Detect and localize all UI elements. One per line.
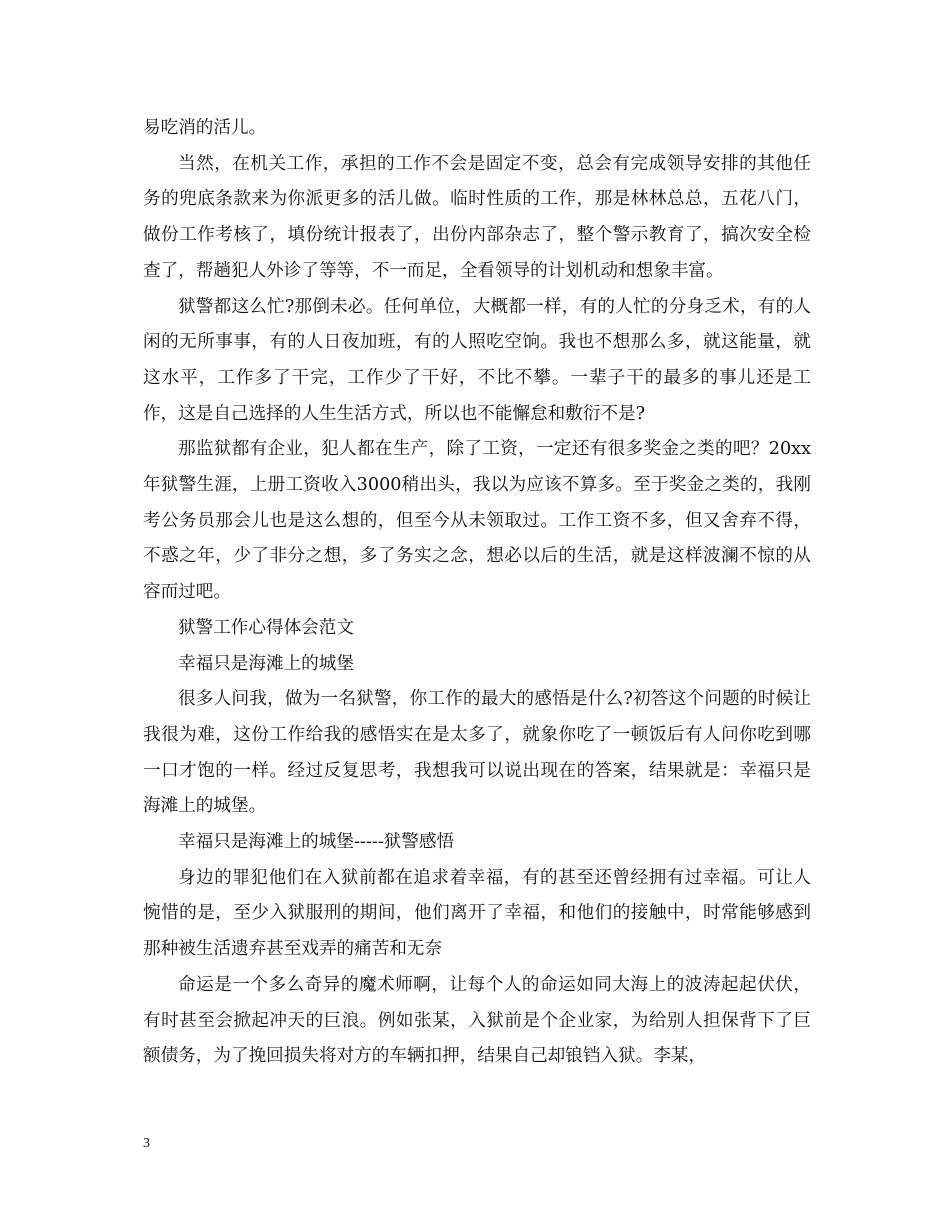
paragraph: 狱警都这么忙?那倒未必。任何单位，大概都一样，有的人忙的分身乏术，有的人闲的无所事事，有的人日夜加班，有的人照吃空饷。我也不想那么多，就这能量，就这水平，工作多了干完，工作少了干好，不比不攀。一辈子干的最多的事儿还是工作，这是自己选择的人生生活方式，所以也不能懈怠和敷衍不是?: [143, 296, 811, 424]
paragraph: 很多人问我，做为一名狱警，你工作的最大的感悟是什么?初答这个问题的时候让我很为难，这份工作给我的感悟实在是太多了，就象你吃了一顿饭后有人问你吃到哪一口才饱的一样。经过反复思考，我想我可以说出现在的答案，结果就是：幸福只是海滩上的城堡。: [143, 689, 811, 817]
document-body: [143, 111, 811, 1075]
paragraph: 易吃消的活儿。: [143, 118, 267, 138]
subtitle: 幸福只是海滩上的城堡-----狱警感悟: [178, 832, 455, 853]
paragraph: 命运是一个多么奇异的魔术师啊，让每个人的命运如同大海上的波涛起起伏伏，有时甚至会掀起冲天的巨浪。例如张某，入狱前是个企业家，为给别人担保背下了巨额债务，为了挽回损失将对方的车辆扣押，结果自己却锒铛入狱。李某，: [143, 974, 811, 1067]
paragraph: 那监狱都有企业，犯人都在生产，除了工资，一定还有很多奖金之类的吧？20xx年狱警生涯，上册工资收入3000稍出头，我以为应该不算多。至于奖金之类的，我刚考公务员那会儿也是这么想的，但至今从未领取过。工作工资不多，但又舍弃不得，不惑之年，少了非分之想，多了务实之念，想必以后的生活，就是这样波澜不惊的从容而过吧。: [143, 439, 811, 603]
section-heading: 狱警工作心得体会范文: [178, 617, 354, 638]
paragraph: 当然，在机关工作，承担的工作不会是固定不变，总会有完成领导安排的其他任务的兜底条款来为你派更多的活儿做。临时性质的工作，那是林林总总，五花八门，做份工作考核了，填份统计报表了，出份内部杂志了，整个警示教育了，搞次安全检查了，帮趟犯人外诊了等等，不一而足，全看领导的计划机动和想象丰富。: [143, 153, 811, 281]
article-title: 幸福只是海滩上的城堡: [178, 653, 354, 674]
page-number: 3: [143, 1136, 150, 1151]
paragraph: 身边的罪犯他们在入狱前都在追求着幸福，有的甚至还曾经拥有过幸福。可让人惋惜的是，至少入狱服刑的期间，他们离开了幸福，和他们的接触中，时常能够感到那种被生活遗弃甚至戏弄的痛苦和无奈: [143, 867, 811, 960]
